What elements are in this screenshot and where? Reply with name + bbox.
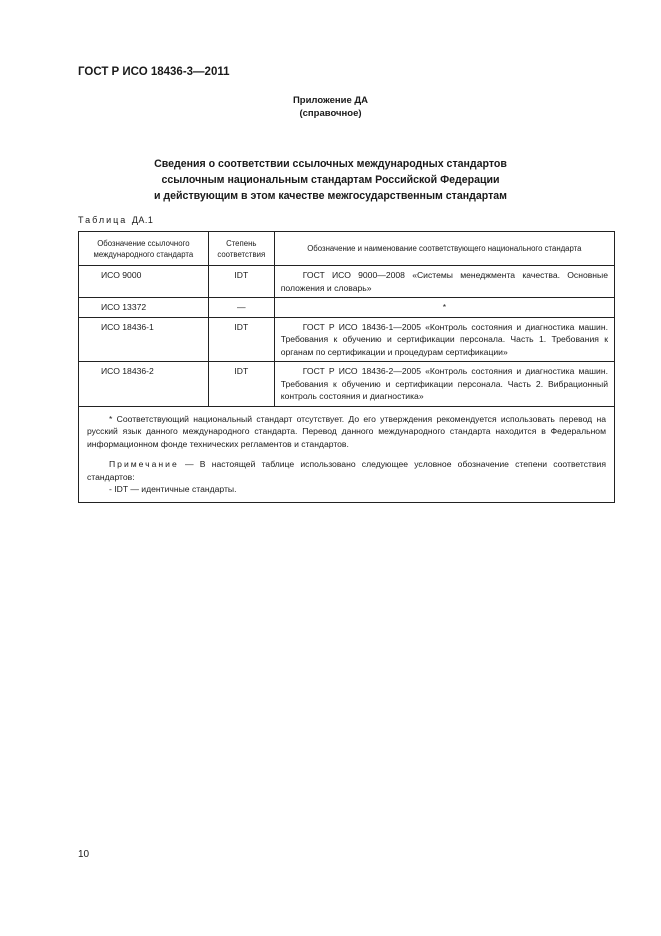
cell-national: * — [274, 298, 614, 318]
table-caption — [78, 215, 153, 225]
cell-intl: ИСО 9000 — [79, 266, 209, 298]
main-title-line2: ссылочным национальным стандартам Российской Федерации — [161, 174, 500, 186]
cell-intl: ИСО 18436-2 — [79, 362, 209, 407]
table-row — [79, 362, 615, 407]
main-title-line1: Сведения о соответствии ссылочных международных стандартов — [154, 158, 507, 170]
note-text: — В настоящей таблице использовано следующее условное обозначение степени соответствия стандартов: — [87, 459, 607, 482]
page-number: 10 — [78, 849, 90, 860]
header-intl-standard — [79, 232, 209, 266]
cell-national: ГОСТ Р ИСО 18436-1—2005 «Контроль состояния и диагностика машин. Требования к обучению и сертификации персонала. Часть 1. Требования к органам по сертификации и процедурам сертификации» — [274, 317, 614, 362]
header-degree-line1: Степень — [226, 238, 257, 248]
header-degree-line2: соответствия — [217, 249, 266, 259]
main-title-line3: и действующим в этом качестве межгосударственным стандартам — [153, 190, 508, 202]
note-item: - IDT — идентичные стандарты. — [109, 484, 237, 494]
cell-intl: ИСО 18436-1 — [79, 317, 209, 362]
document-header: ГОСТ Р ИСО 18436-3—2011 — [78, 66, 230, 78]
standards-table — [78, 231, 615, 503]
cell-national: ГОСТ ИСО 9000—2008 «Системы менеджмента качества. Основные положения и словарь» — [274, 266, 614, 298]
header-national-standard: Обозначение и наименование соответствующего национального стандарта — [274, 232, 614, 266]
note-label: Примечание — [109, 459, 179, 469]
cell-degree: IDT — [208, 362, 274, 407]
cell-degree: IDT — [208, 317, 274, 362]
table-row — [79, 298, 615, 318]
cell-degree: — — [208, 298, 274, 318]
table-caption-number: ДА.1 — [131, 215, 154, 225]
cell-national: ГОСТ Р ИСО 18436-2—2005 «Контроль состояния и диагностика машин. Требования к обучению и сертификации персонала. Часть 2. Вибрационный контроль состояния и диагностика» — [274, 362, 614, 407]
header-intl-line1: Обозначение ссылочного — [97, 238, 190, 248]
appendix-title: Приложение ДА — [292, 95, 369, 106]
header-degree — [208, 232, 274, 266]
table-footer-row — [79, 406, 615, 502]
note-paragraph — [87, 458, 606, 483]
table-row — [79, 317, 615, 362]
header-intl-line2: международного стандарта — [93, 249, 194, 259]
table-caption-label: Таблица — [78, 215, 128, 225]
appendix-note: (справочное) — [299, 108, 362, 119]
footnote-text: * Соответствующий национальный стандарт отсутствует. До его утверждения рекомендуется использовать перевод на русский язык данного международного стандарта. Перевод данного международного стандарта находится в Федеральном информационном фонде технических регламентов и стандартов. — [87, 413, 606, 449]
table-header-row — [79, 232, 615, 266]
cell-intl: ИСО 13372 — [79, 298, 209, 318]
table-footer — [79, 406, 615, 502]
table-row — [79, 266, 615, 298]
cell-degree: IDT — [208, 266, 274, 298]
